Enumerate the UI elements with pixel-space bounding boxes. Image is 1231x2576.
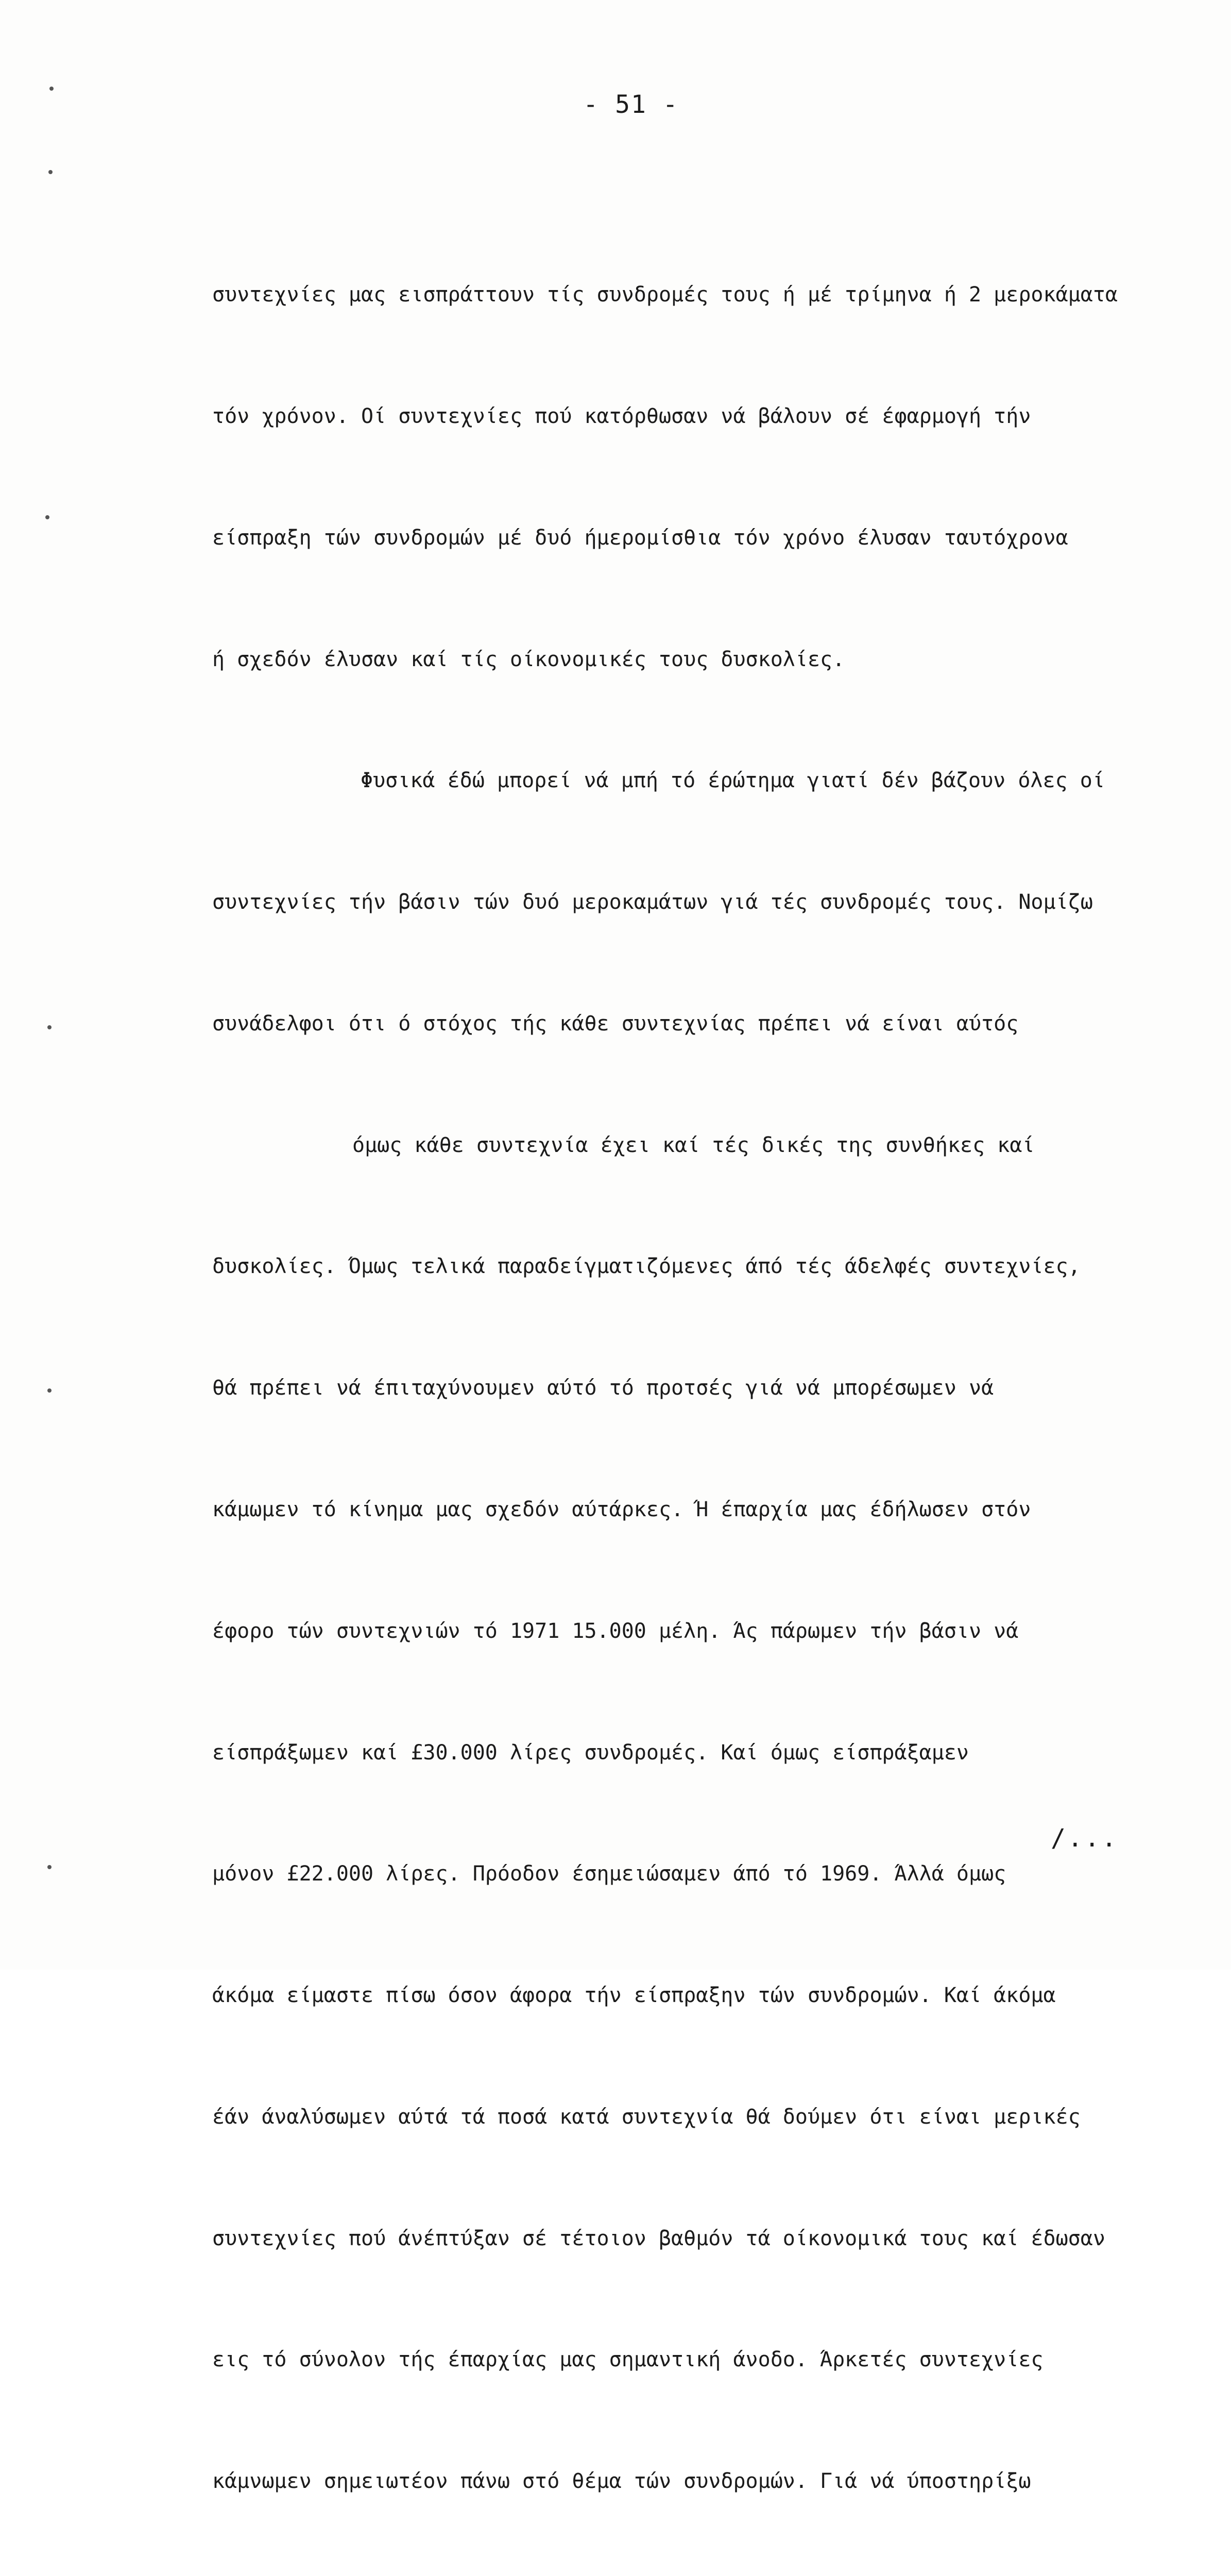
scan-speck xyxy=(47,1865,52,1869)
text-line: έφορο τών συντεχνιών τό 1971 15.000 μέλη. Άς πάρωμεν τήν βάσιν νά xyxy=(212,1619,1019,1643)
text-line: συντεχνίες πού άνέπτύξαν σέ τέτοιον βαθμόν τά οίκονομικά τους καί έδωσαν xyxy=(212,2226,1105,2250)
text-line: κάμνωμεν σημειωτέον πάνω στό θέμα τών συνδρομών. Γιά νά ύποστηρίξω xyxy=(212,2469,1031,2494)
text-line: συντεχνίες μας εισπράττουν τίς συνδρομές τους ή μέ τρίμηνα ή 2 μεροκάματα xyxy=(212,283,1118,307)
paragraph-start-line: Φυσικά έδώ μπορεί νά μπή τό έρώτημα γιατί δέν βάζουν όλες οί xyxy=(361,769,1105,793)
text-line: ή σχεδόν έλυσαν καί τίς οίκονομικές τους δυσκολίες. xyxy=(212,647,845,671)
continuation-mark: /... xyxy=(1051,1824,1119,1853)
page-number: - 51 - xyxy=(583,90,679,119)
scan-speck xyxy=(45,515,49,519)
text-line: έάν άναλύσωμεν αύτά τά ποσά κατά συντεχνία θά δούμεν ότι είναι μερικές xyxy=(212,2105,1081,2129)
text-line: τόν χρόνον. Οί συντεχνίες πού κατόρθωσαν νά βάλουν σέ έφαρμογή τήν xyxy=(212,404,1031,428)
text-line: θά πρέπει νά έπιταχύνουμεν αύτό τό προτσές γιά νά μπορέσωμεν νά xyxy=(212,1376,994,1400)
text-line: είσπράξωμεν καί £30.000 λίρες συνδρομές. Καί όμως είσπράξαμεν xyxy=(212,1740,969,1765)
scan-speck xyxy=(48,170,53,174)
text-line: εις τό σύνολον τής έπαρχίας μας σημαντική άνοδο. Άρκετές συντεχνίες xyxy=(212,2348,1044,2372)
scan-speck xyxy=(47,1025,52,1029)
scan-speck xyxy=(49,87,54,91)
text-line: συντεχνίες τήν βάσιν τών δυό μεροκαμάτων γιά τές συνδρομές τους. Νομίζω xyxy=(212,890,1093,914)
text-line: κάμωμεν τό κίνημα μας σχεδόν αύτάρκες. Ή έπαρχία μας έδήλωσεν στόν xyxy=(212,1498,1031,1521)
body-text xyxy=(212,194,1150,2576)
text-line: όμως κάθε συντεχνία έχει καί τές δικές της συνθήκες καί xyxy=(352,1133,1035,1157)
scan-speck xyxy=(47,1388,52,1393)
text-line: μόνον £22.000 λίρες. Πρόοδον έσημειώσαμεν άπό τό 1969. Άλλά όμως xyxy=(212,1862,1006,1886)
text-line: συνάδελφοι ότι ό στόχος τής κάθε συντεχνίας πρέπει νά είναι αύτός xyxy=(212,1011,1019,1036)
text-line: δυσκολίες. Όμως τελικά παραδείγματιζόμενες άπό τές άδελφές συντεχνίες, xyxy=(212,1255,1081,1279)
text-line: είσπραξη τών συνδρομών μέ δυό ήμερομίσθια τόν χρόνο έλυσαν ταυτόχρονα xyxy=(212,526,1068,550)
text-line: άκόμα είμαστε πίσω όσον άφορα τήν είσπραξην τών συνδρομών. Καί άκόμα xyxy=(212,1984,1056,2008)
